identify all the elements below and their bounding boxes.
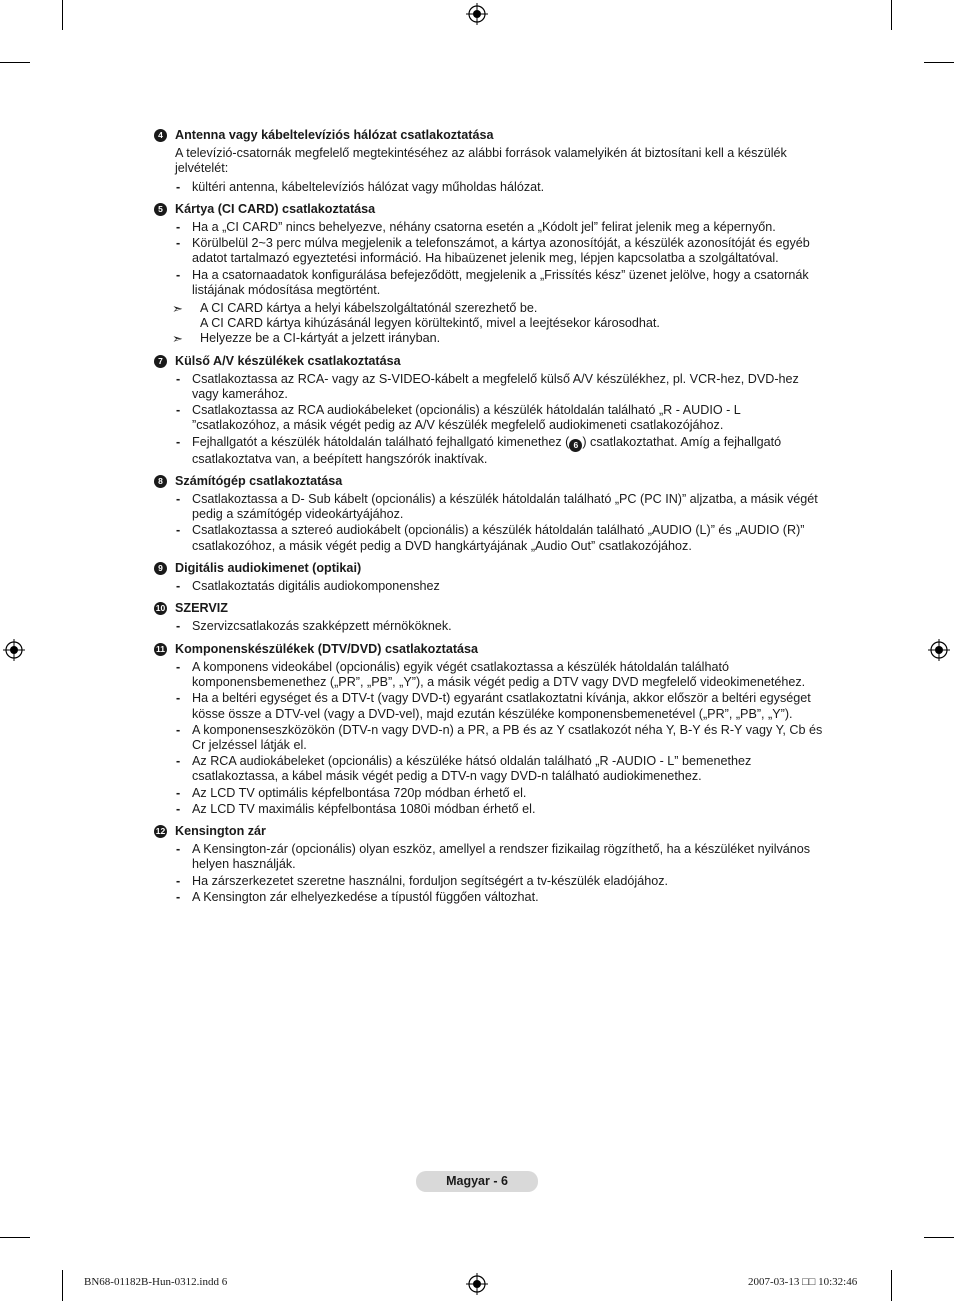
section-number-icon: 10 — [155, 603, 166, 614]
list-item: - A Kensington-zár (opcionális) olyan eszköz, amellyel a rendszer fizikailag rögzíthető, ha a készüléket nyilvános helyen használják. — [176, 842, 811, 872]
section-heading — [154, 202, 826, 217]
note-item: ➣ A CI CARD kártya a helyi kábelszolgáltatónál szerezhető be. — [172, 301, 538, 317]
list-item: - Fejhallgatót a készülék hátoldalán található fejhallgató kimenethez ( 6 ) csatlakoztathat. Amíg a fejhallgató csatlakoztatva van, a beépített hangszórók inaktívak. — [176, 434, 782, 466]
main-content — [154, 128, 826, 906]
section-heading — [154, 824, 826, 839]
headphone-ref-icon: 6 — [569, 439, 582, 452]
section-intro: A televízió-csatornák megfelelő megtekintéséhez az alábbi források valamelyikén át biztosítani kell a készülék jelvételét: — [175, 146, 787, 176]
arrow-icon: ➣ — [172, 331, 183, 347]
date-slug: 2007-03-13 □□ 10:32:46 — [748, 1276, 858, 1288]
file-slug: BN68-01182B-Hun-0312.indd 6 — [84, 1276, 228, 1288]
section-heading — [154, 561, 826, 576]
registration-mark-icon — [3, 639, 25, 661]
list-item: - kültéri antenna, kábeltelevíziós hálózat vagy műholdas hálózat. — [176, 179, 545, 194]
crop-mark — [0, 62, 30, 63]
list-item: - A komponenseszközökön (DTV-n vagy DVD-n) a PR, a PB és az Y csatlakozót néha Y, B-Y és R-Y vagy Y, Cb és Cr jelzéssel látják el. — [176, 722, 823, 752]
list-item: - Csatlakoztatás digitális audiokomponenshez — [176, 579, 440, 594]
list-item: - Körülbelül 2~3 perc múlva megjelenik a telefonszámot, a kártya azonosítóját, a készülék azonosítóját és egyéb adatot tartalmazó egyeztetési információ. Ha hibaüzenet jelenik meg, lépjen kapcsolatba a szolgáltatóval. — [176, 236, 810, 266]
list-item: - Az LCD TV optimális képfelbontása 720p módban érhető el. — [176, 785, 527, 800]
section-title: Kensington zár — [175, 823, 266, 838]
section-title: Antenna vagy kábeltelevíziós hálózat csatlakoztatása — [175, 128, 494, 142]
list-item: - Ha a csatornaadatok konfigurálása befejeződött, megjelenik a „Frissítés kész” üzenet jelölve, hogy a csatornák listájának módosítása megtörtént. — [176, 267, 809, 297]
list-item: - Csatlakoztassa az RCA audiokábeleket (opcionális) a készülék hátoldalán található „R - AUDIO - L ”csatlakozóhoz, a másik végét pedig az A/V készülék megfelelő audiokimeneti csatlakozójához. — [176, 403, 741, 433]
list-item: - Csatlakoztassa a D- Sub kábelt (opcionális) a készülék hátoldalán található „PC (PC IN)” aljzatba, a másik végét pedig a számítógép videokártyájához. — [176, 492, 818, 522]
section-title: Komponenskészülékek (DTV/DVD) csatlakoztatása — [175, 641, 479, 656]
bullet-list — [154, 660, 826, 817]
section-number-icon: 11 — [156, 643, 165, 654]
note-item: A CI CARD kártya kihúzásánál legyen körültekintő, mivel a leejtésekor károsodhat. — [200, 316, 660, 331]
crop-mark — [891, 1270, 892, 1301]
section-heading — [154, 474, 826, 489]
section-title: Külső A/V készülékek csatlakoztatása — [175, 353, 401, 368]
section-heading — [154, 354, 826, 369]
bullet-list — [154, 220, 826, 298]
crop-mark — [62, 1270, 63, 1301]
bullet-list — [154, 619, 826, 634]
crop-mark — [0, 1237, 30, 1238]
bullet-list — [154, 492, 826, 554]
crop-mark — [891, 0, 892, 30]
section-number-icon: 4 — [154, 129, 167, 142]
section-number-icon: 7 — [154, 355, 167, 368]
note-item: ➣ Helyezze be a CI-kártyát a jelzett irányban. — [172, 331, 441, 347]
bullet-list — [154, 372, 826, 467]
crop-mark — [924, 62, 954, 63]
section-number-icon: 12 — [155, 825, 166, 836]
section-title: Digitális audiokimenet (optikai) — [175, 560, 362, 575]
list-item: - Csatlakoztassa az RCA- vagy az S-VIDEO-kábelt a megfelelő külső A/V készülékhez, pl. VCR-hez, DVD-hez vagy kamerához. — [176, 371, 799, 402]
section-number-icon: 5 — [154, 203, 167, 216]
crop-mark — [62, 0, 63, 30]
bullet-list — [154, 180, 826, 195]
section-heading — [154, 128, 826, 143]
registration-mark-icon — [466, 3, 488, 25]
section-title: SZERVIZ — [175, 601, 228, 616]
section-number-icon: 8 — [154, 475, 167, 488]
list-item: - Szervizcsatlakozás szakképzett mérnököknek. — [176, 619, 452, 634]
list-item: - Az LCD TV maximális képfelbontása 1080i módban érhető el. — [176, 801, 536, 816]
page-number-label: Magyar - 6 — [416, 1171, 538, 1192]
arrow-icon: ➣ — [172, 301, 183, 317]
registration-mark-icon — [466, 1273, 488, 1295]
list-item: - Ha a „CI CARD” nincs behelyezve, néhány csatorna esetén a „Kódolt jel” felirat jelenik meg a képernyőn. — [176, 220, 776, 235]
list-item: - Ha zárszerkezetet szeretne használni, forduljon segítségért a tv-készülék eladójához. — [176, 873, 669, 888]
notes-block — [154, 301, 826, 347]
bullet-list — [154, 579, 826, 594]
crop-mark — [924, 1237, 954, 1238]
section-title: Számítógép csatlakoztatása — [175, 473, 343, 488]
list-item: - A komponens videokábel (opcionális) egyik végét csatlakoztassa a készülék hátoldalán található komponensbemenethez („PR”, „PB”, „Y”), a másik végét pedig a DTV vagy DVD megfelelő videokimenetéhez. — [176, 659, 806, 690]
section-heading — [154, 642, 826, 657]
bullet-list — [154, 842, 826, 905]
section-number-icon: 9 — [154, 562, 167, 575]
list-item: - Csatlakoztassa a sztereó audiokábelt (opcionális) a készülék hátoldalán található „AUDIO (L)” és „AUDIO (R)” csatlakozóhoz, a másik végét pedig a DVD hangkártyájának „Audio Out” csatlakozójához. — [176, 523, 805, 553]
list-item: - A Kensington zár elhelyezkedése a típustól függően változhat. — [176, 889, 539, 904]
list-item: - Az RCA audiokábeleket (opcionális) a készüléke hátsó oldalán található „R -AUDIO - L” bemenethez csatlakoztassa, a kábel másik végét pedig a DTV-n vagy DVD-n található audiokimenethez. — [176, 754, 752, 784]
list-item: - Ha a beltéri egységet és a DTV-t (vagy DVD-t) egyaránt csatlakoztatni kívánja, akkor először a beltéri egységet kösse össze a DTV-vel (vagy a DVD-vel), majd ezután készüléke komponensbemenetével („PR”, „PB”, „Y”). — [176, 691, 811, 721]
registration-mark-icon — [928, 639, 950, 661]
section-title: Kártya (CI CARD) csatlakoztatása — [175, 201, 376, 216]
section-heading — [154, 601, 826, 616]
